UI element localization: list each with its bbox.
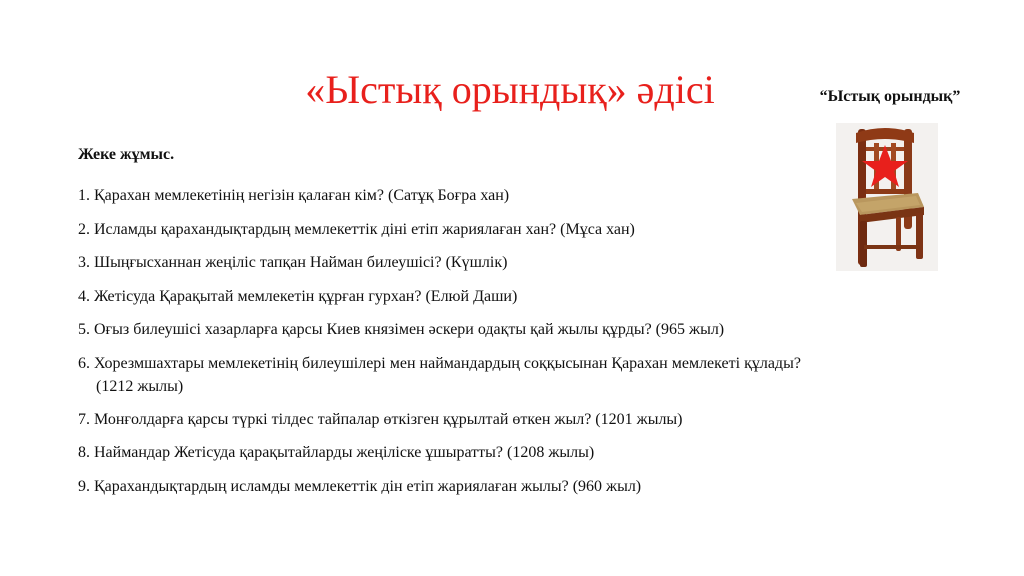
question-item: 2. Исламды қарахандықтардың мемлекеттік діні етіп жариялаған хан? (Мұса хан) bbox=[78, 220, 635, 238]
question-item bbox=[78, 352, 978, 408]
question-text: 6. Хорезмшахтары мемлекетінің билеушілері мен наймандардың соққысынан Қарахан мемлекеті құлады? bbox=[78, 354, 801, 372]
question-answer: (1212 жылы) bbox=[96, 377, 184, 395]
question-item: 5. Оғыз билеушісі хазарларға қарсы Киев князімен әскери одақты қай жылы құрды? (965 жыл) bbox=[78, 321, 725, 338]
slide-title: «Ыстық орындық» әдісі bbox=[305, 67, 715, 112]
question-item: 7. Монғолдарға қарсы түркі тілдес тайпалар өткізген құрылтай өткен жыл? (1201 жылы) bbox=[78, 410, 683, 428]
chair-caption: “Ыстық орындық” bbox=[819, 88, 961, 105]
question-list bbox=[78, 184, 978, 508]
question-item: 4. Жетісуда Қарақытай мемлекетін құрған гурхан? (Елюй Даши) bbox=[78, 287, 518, 305]
question-item: 9. Қарахандықтардың исламды мемлекеттік дін етіп жариялаған жылы? (960 жыл) bbox=[78, 477, 642, 495]
question-item: 1. Қарахан мемлекетінің негізін қалаған кім? (Сатұқ Боғра хан) bbox=[78, 187, 510, 204]
question-item: 8. Наймандар Жетісуда қарақытайларды жеңіліске ұшыратты? (1208 жылы) bbox=[78, 444, 595, 461]
question-item: 3. Шыңғысханнан жеңіліс тапқан Найман билеушісі? (Күшлік) bbox=[78, 254, 508, 271]
task-label: Жеке жұмыс. bbox=[78, 146, 175, 163]
